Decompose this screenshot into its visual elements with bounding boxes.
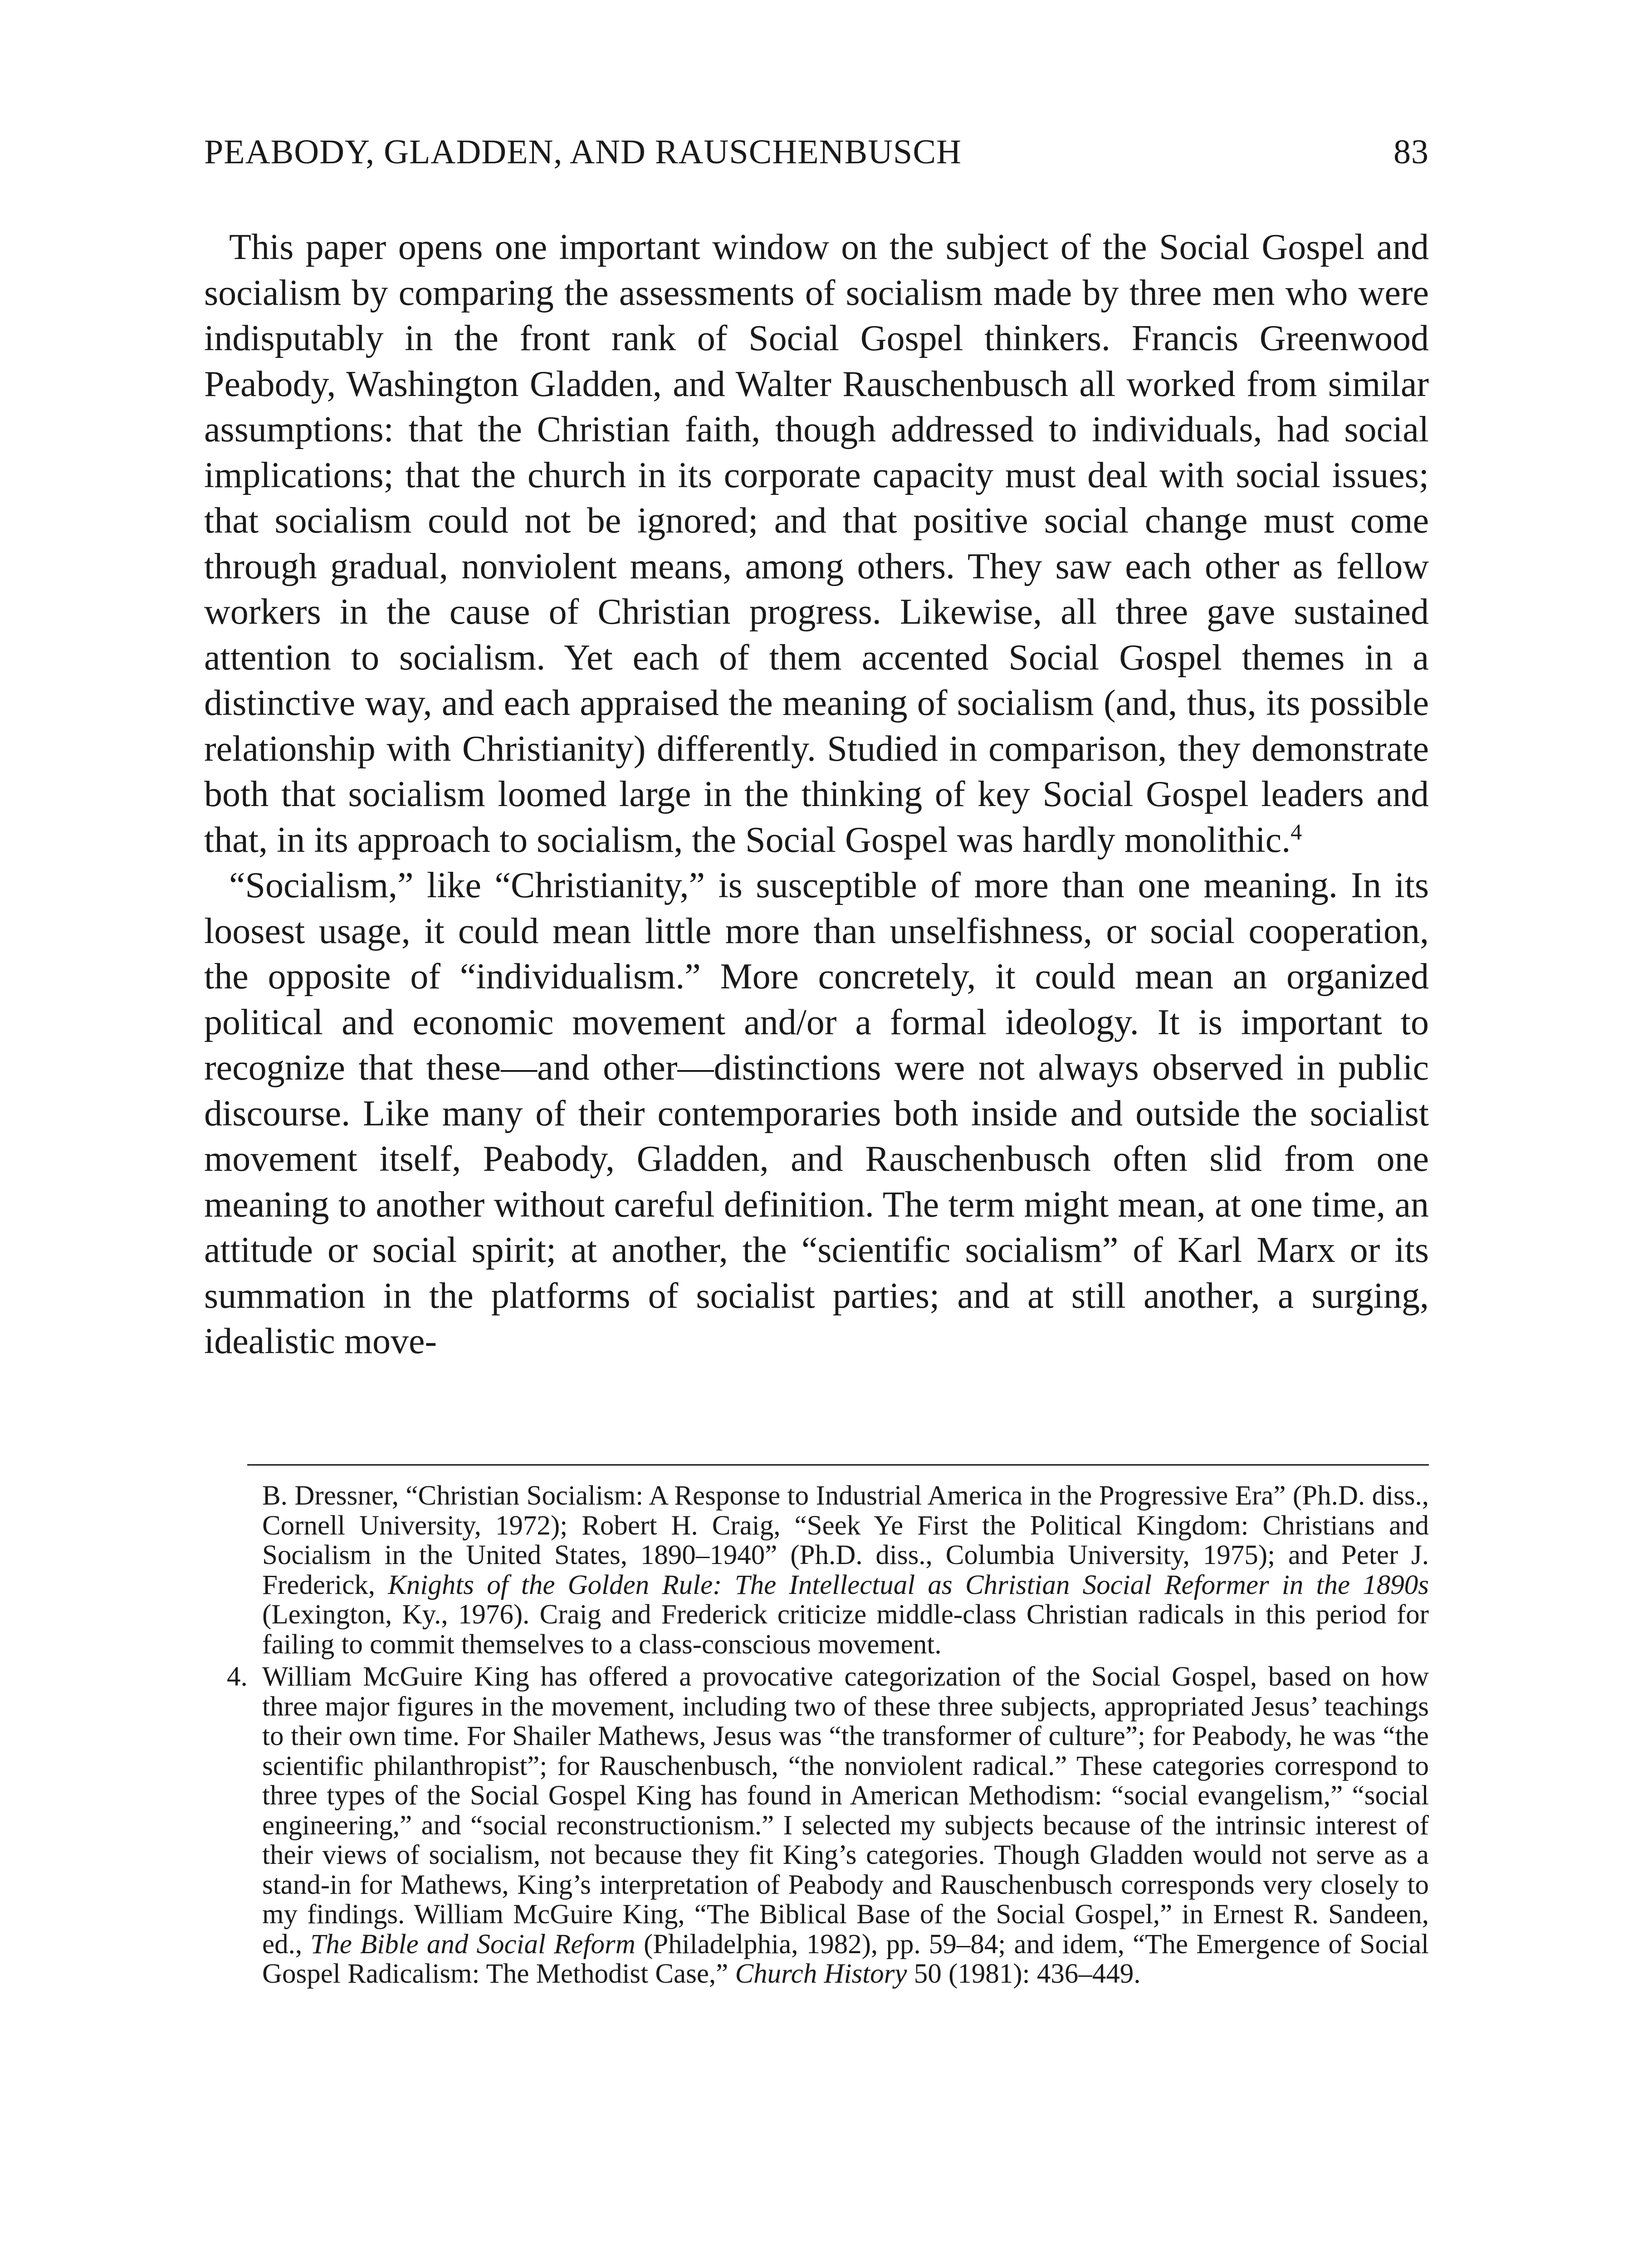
footnote-continued-text: B. Dressner, “Christian Socialism: A Response to Industrial America in the Progressive Era” (Ph.D. diss., Cornell University, 1972); Robert H. Craig, “Seek Ye First the Political Kingdom: Christians and Socialism in the United States, 1890–1940” (Ph.D. diss., Columbia University, 1975); and Peter J. Frederick, — [262, 1481, 1429, 1600]
footnote-reference-4: 4 — [1291, 818, 1302, 844]
footnote-4-book-title: The Bible and Social Reform — [310, 1929, 636, 1960]
footnotes — [227, 1481, 1429, 1989]
paragraph-2: “Socialism,” like “Christianity,” is susceptible of more than one meaning. In its loosest usage, it could mean little more than unselfishness, or social cooperation, the opposite of “individualism.” More concretely, it could mean an organized political and economic movement and/or a formal ideology. It is important to recognize that these—and other—distinctions were not always observed in public discourse. Like many of their contemporaries both inside and outside the socialist movement itself, Peabody, Gladden, and Rauschenbusch often slid from one meaning to another without careful definition. The term might mean, at one time, an attitude or social spirit; at another, the “scientific socialism” of Karl Marx or its summation in the platforms of socialist parties; and at still another, a surging, idealistic move- — [204, 865, 1429, 1361]
footnote-continued-book-title: Knights of the Golden Rule: The Intellectual as Christian Social Reformer in the 1890s — [388, 1569, 1429, 1600]
footnote-continued-text-end: (Lexington, Ky., 1976). Craig and Frederick criticize middle-class Christian radicals in this period for failing to commit themselves to a class-conscious movement. — [262, 1599, 1429, 1660]
page-number: 83 — [1393, 133, 1429, 171]
footnote-4 — [227, 1662, 1429, 1989]
paragraph-1-text: This paper opens one important window on the subject of the Social Gospel and socialism by comparing the assessments of socialism made by three men who were indisputably in the front rank of Social Gospel thinkers. Francis Greenwood Peabody, Washington Gladden, and Walter Rauschenbusch all worked from similar assumptions: that the Christian faith, though addressed to individuals, had social implications; that the church in its corporate capacity must deal with social issues; that socialism could not be ignored; and that positive social change must come through gradual, nonviolent means, among others. They saw each other as fellow workers in the cause of Christian progress. Likewise, all three gave sustained attention to socialism. Yet each of them accented Social Gospel themes in a distinctive way, and each appraised the meaning of socialism (and, thus, its possible relationship with Christianity) differently. Studied in comparison, they demonstrate both that socialism loomed large in the thinking of key Social Gospel leaders and that, in its approach to socialism, the Social Gospel was hardly monolithic. — [204, 227, 1429, 860]
paragraph-1 — [204, 225, 1429, 863]
footnote-4-number: 4. — [227, 1662, 248, 1692]
footnote-4-text-middle: (Philadelphia, 1982), pp. 59–84; and idem, “The Emergence of Social Gospel Radicalism: The Methodist Case,” — [262, 1929, 1429, 1989]
running-head — [204, 132, 1429, 172]
body-text — [204, 225, 1429, 1364]
footnote-divider — [247, 1464, 1429, 1466]
footnote-continued — [262, 1481, 1429, 1659]
footnote-4-journal-title: Church History — [735, 1959, 907, 1989]
running-head-title: PEABODY, GLADDEN, AND RAUSCHENBUSCH — [204, 133, 962, 171]
footnote-4-text-end: 50 (1981): 436–449. — [907, 1959, 1141, 1989]
footnote-4-text: William McGuire King has offered a provocative categorization of the Social Gospel, based on how three major figures in the movement, including two of these three subjects, appropriated Jesus’ teachings to their own time. For Shailer Mathews, Jesus was “the transformer of culture”; for Peabody, he was “the scientific philanthropist”; for Rauschenbusch, “the nonviolent radical.” These categories correspond to three types of the Social Gospel King has found in American Methodism: “social evangelism,” “social engineering,” and “social reconstructionism.” I selected my subjects because of the intrinsic interest of their views of socialism, not because they fit King’s categories. Though Gladden would not serve as a stand-in for Mathews, King’s interpretation of Peabody and Rauschenbusch corresponds very closely to my findings. William McGuire King, “The Biblical Base of the Social Gospel,” in Ernest R. Sandeen, ed., — [262, 1662, 1429, 1960]
